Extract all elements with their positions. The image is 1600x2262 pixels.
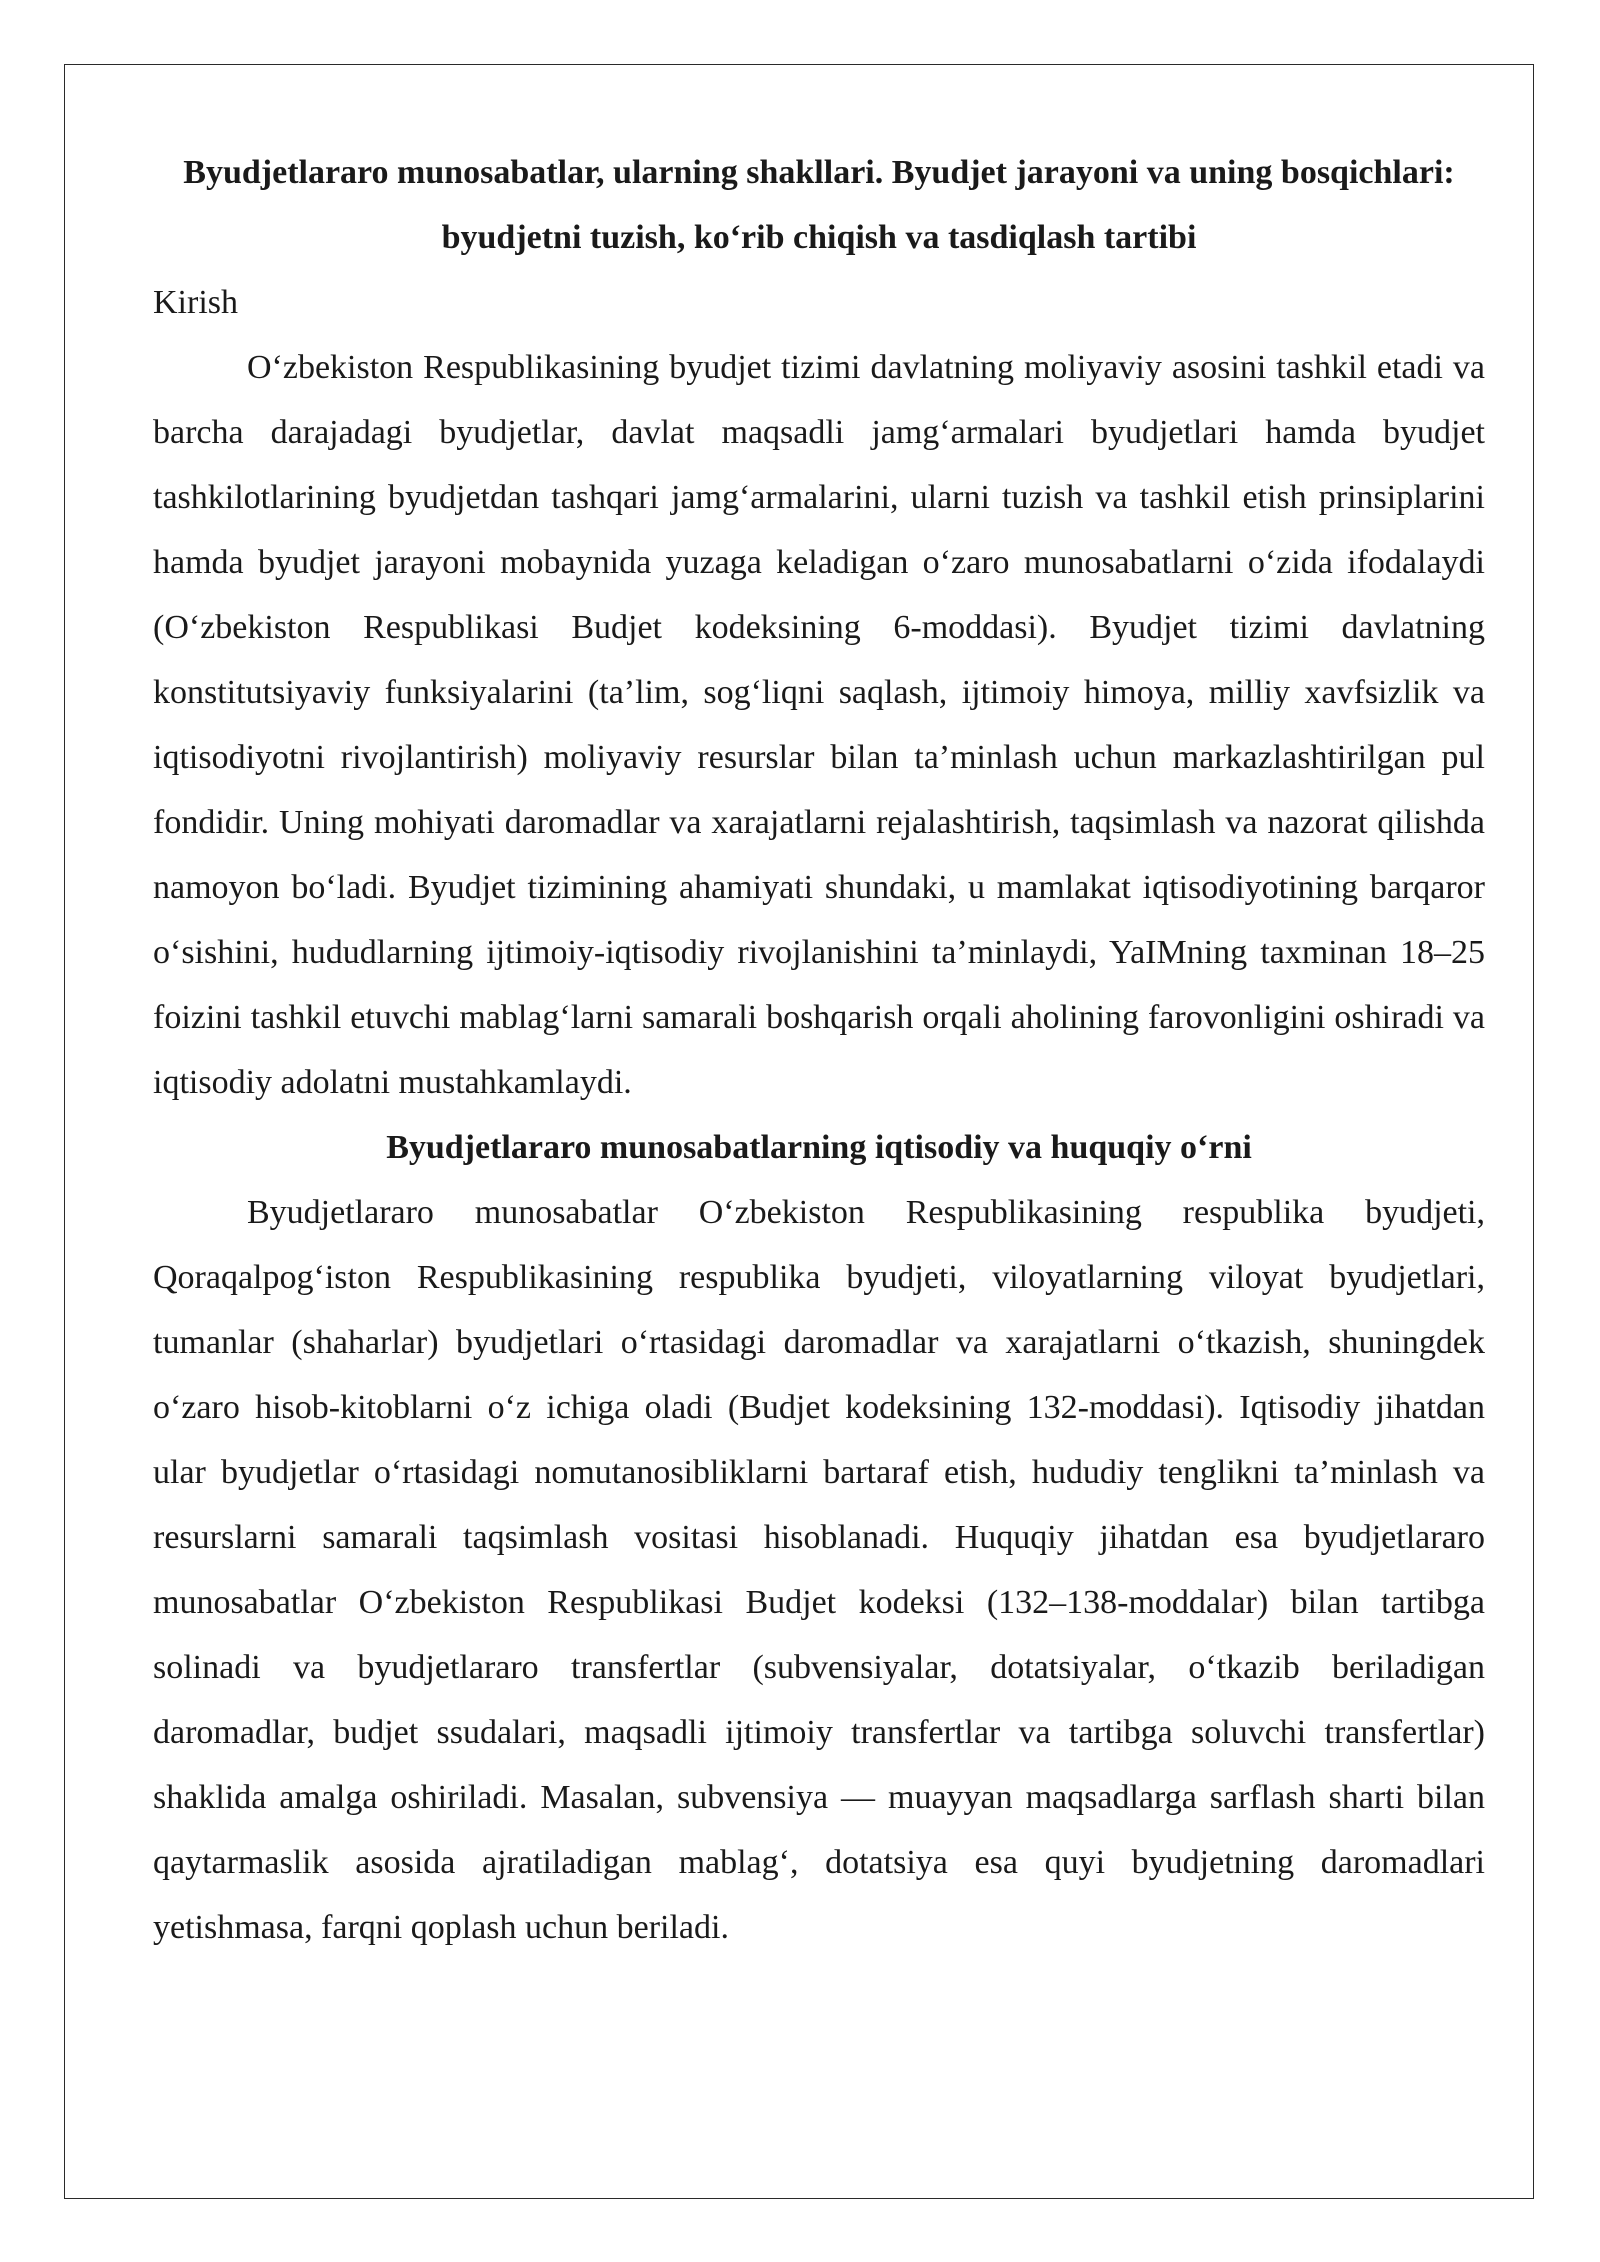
section-heading: Byudjetlararo munosabatlarning iqtisodiy va huquqiy o‘rni bbox=[386, 1129, 1252, 1166]
intro-heading: Kirish bbox=[153, 284, 238, 321]
document-title: Byudjetlararo munosabatlar, ularning shakllari. Byudjet jarayoni va uning bosqichlari: byudjetni tuzish, ko‘rib chiqish va tasdiqlash tartibi bbox=[183, 154, 1455, 256]
document-body bbox=[153, 140, 1485, 1960]
intro-paragraph: O‘zbekiston Respublikasining byudjet tizimi davlatning moliyaviy asosini tashkil etadi va barcha darajadagi byudjetlar, davlat maqsadli jamg‘armalari byudjetlari hamda byudjet tashkilotlarining byudjetdan tashqari jamg‘armalarini, ularni tuzish va tashkil etish prinsiplarini hamda byudjet jarayoni mobaynida yuzaga keladigan o‘zaro munosabatlarni o‘zida ifodalaydi (O‘zbekiston Respublikasi Budjet kodeksining 6-moddasi). Byudjet tizimi davlatning konstitutsiyaviy funksiyalarini (ta’lim, sog‘liqni saqlash, ijtimoiy himoya, milliy xavfsizlik va iqtisodiyotni rivojlantirish) moliyaviy resurslar bilan ta’minlash uchun markazlashtirilgan pul fondidir. Uning mohiyati daromadlar va xarajatlarni rejalashtirish, taqsimlash va nazorat qilishda namoyon bo‘ladi. Byudjet tizimining ahamiyati shundaki, u mamlakat iqtisodiyotining barqaror o‘sishini, hududlarning ijtimoiy-iqtisodiy rivojlanishini ta’minlaydi, YaIMning taxminan 18–25 foizini tashkil etuvchi mablag‘larni samarali boshqarish orqali aholining farovonligini oshiradi va iqtisodiy adolatni mustahkamlaydi. bbox=[153, 349, 1485, 1101]
section-paragraph: Byudjetlararo munosabatlar O‘zbekiston Respublikasining respublika byudjeti, Qoraqalpog‘iston Respublikasining respublika byudjeti, viloyatlarning viloyat byudjetlari, tumanlar (shaharlar) byudjetlari o‘rtasidagi daromadlar va xarajatlarni o‘tkazish, shuningdek o‘zaro hisob-kitoblarni o‘z ichiga oladi (Budjet kodeksining 132-moddasi). Iqtisodiy jihatdan ular byudjetlar o‘rtasidagi nomutanosibliklarni bartaraf etish, hududiy tenglikni ta’minlash va resurslarni samarali taqsimlash vositasi hisoblanadi. Huquqiy jihatdan esa byudjetlararo munosabatlar O‘zbekiston Respublikasi Budjet kodeksi (132–138-moddalar) bilan tartibga solinadi va byudjetlararo transfertlar (subvensiyalar, dotatsiyalar, o‘tkazib beriladigan daromadlar, budjet ssudalari, maqsadli ijtimoiy transfertlar va tartibga soluvchi transfertlar) shaklida amalga oshiriladi. Masalan, subvensiya — muayyan maqsadlarga sarflash sharti bilan qaytarmaslik asosida ajratiladigan mablag‘, dotatsiya esa quyi byudjetning daromadlari yetishmasa, farqni qoplash uchun beriladi. bbox=[153, 1194, 1485, 1946]
